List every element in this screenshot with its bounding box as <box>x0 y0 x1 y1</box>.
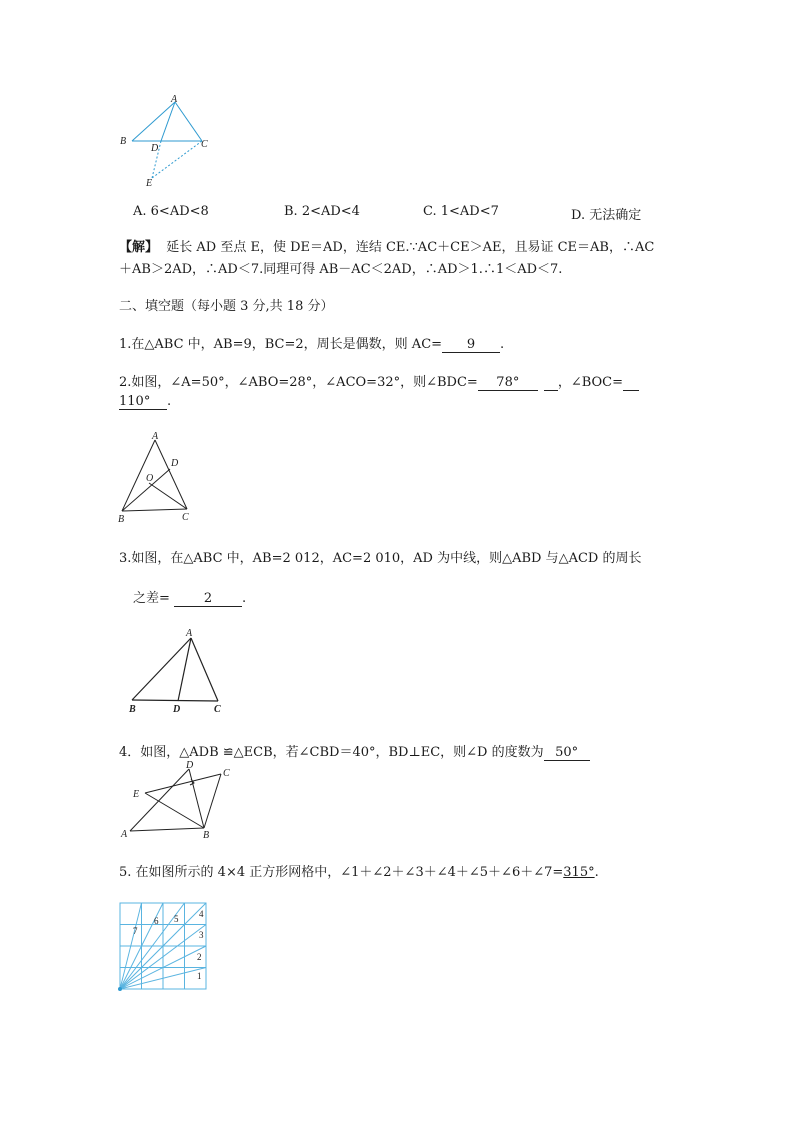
question-2 <box>119 371 639 391</box>
option-b: B. 2<AD<4 <box>284 204 360 219</box>
option-d: D. 无法确定 <box>571 208 642 223</box>
question-5 <box>119 861 599 880</box>
solution-tag: 【解】 <box>119 240 159 255</box>
fig4-label-e: E <box>133 789 140 800</box>
fig4-label-a: A <box>121 829 128 840</box>
fig3-label-b: B <box>129 704 136 715</box>
fig1-label-e: E <box>146 178 153 189</box>
fig2-label-d: D <box>171 458 179 469</box>
q2-blank-tail <box>623 375 639 391</box>
q1-end: . <box>500 337 505 352</box>
q3-prefix: 之差= <box>133 591 170 606</box>
q2-mid: ，∠BOC= <box>557 375 624 390</box>
solution-line-2: ＋AB＞2AD，∴AD＜7.同理可得 AB－AC＜2AD，∴AD＞1.∴1＜AD＜7. <box>119 262 563 277</box>
q4-text: 4．如图，△ADB ≌△ECB，若∠CBD＝40°，BD⊥EC，则∠D 的度数为 <box>119 745 544 760</box>
fig5-label-5: 5 <box>174 914 179 924</box>
figure-triangle-cevians <box>113 428 203 524</box>
solution-line-1 <box>119 236 654 255</box>
q1-answer: 9 <box>442 337 500 353</box>
fig3-label-c: C <box>214 704 221 715</box>
fig1-label-c: C <box>201 139 208 150</box>
question-3: 3.如图，在△ABC 中，AB=2 012，AC=2 010，AD 为中线，则△ABD 与△ACD 的周长 <box>119 551 642 566</box>
question-1 <box>119 333 504 353</box>
q2-blank-gap <box>544 375 558 391</box>
option-a: A. 6<AD<8 <box>133 204 209 219</box>
fig2-label-o: O <box>146 473 154 484</box>
fig3-label-a: A <box>186 628 193 639</box>
q3-answer: 2 <box>174 591 242 607</box>
q5-end: . <box>594 865 599 880</box>
fig2-label-a: A <box>152 431 159 442</box>
q4-answer: 50° <box>544 745 590 761</box>
q2-answer-2: 110° <box>119 394 167 410</box>
fig5-label-1: 1 <box>197 971 202 981</box>
figure-triangle-median-extension <box>115 92 215 192</box>
q3-end: . <box>242 591 247 606</box>
fig4-label-d: D <box>186 760 194 771</box>
question-2-cont <box>119 394 171 410</box>
option-c: C. 1<AD<7 <box>423 204 499 219</box>
fig1-label-a: A <box>171 94 178 105</box>
fig2-label-b: B <box>118 514 125 525</box>
q2-end: . <box>167 394 172 409</box>
fig4-label-b: B <box>203 830 210 841</box>
fig5-label-2: 2 <box>197 952 202 962</box>
figure-4x4-grid <box>118 901 210 991</box>
q5-text: 5. 在如图所示的 4×4 正方形网格中，∠1＋∠2＋∠3＋∠4＋∠5＋∠6＋∠7= <box>119 865 564 880</box>
figure-triangle-median <box>122 624 234 716</box>
fig1-label-b: B <box>120 136 127 147</box>
fig4-label-c: C <box>223 768 230 779</box>
question-3-cont <box>133 587 246 607</box>
fig2-label-c: C <box>182 512 189 523</box>
q2-answer-1: 78° <box>478 375 538 391</box>
fig5-label-6: 6 <box>154 916 159 926</box>
solution-text-1: 延长 AD 至点 E，使 DE＝AD，连结 CE.∵AC＋CE＞AE，且易证 CE＝AB，∴AC <box>166 240 655 255</box>
figure-congruent-triangles <box>117 758 242 842</box>
q5-answer: 315° <box>563 865 595 880</box>
fig1-label-d: D <box>151 143 159 154</box>
q1-text: 1.在△ABC 中，AB=9，BC=2，周长是偶数，则 AC= <box>119 337 443 352</box>
fig3-label-d: D <box>173 704 181 715</box>
q2-text: 2.如图，∠A=50°，∠ABO=28°，∠ACO=32°，则∠BDC= <box>119 375 478 390</box>
fig5-label-3: 3 <box>199 930 204 940</box>
fig5-label-4: 4 <box>199 909 204 919</box>
fig5-label-7: 7 <box>133 926 138 936</box>
section-heading: 二、填空题（每小题 3 分,共 18 分） <box>119 299 334 314</box>
